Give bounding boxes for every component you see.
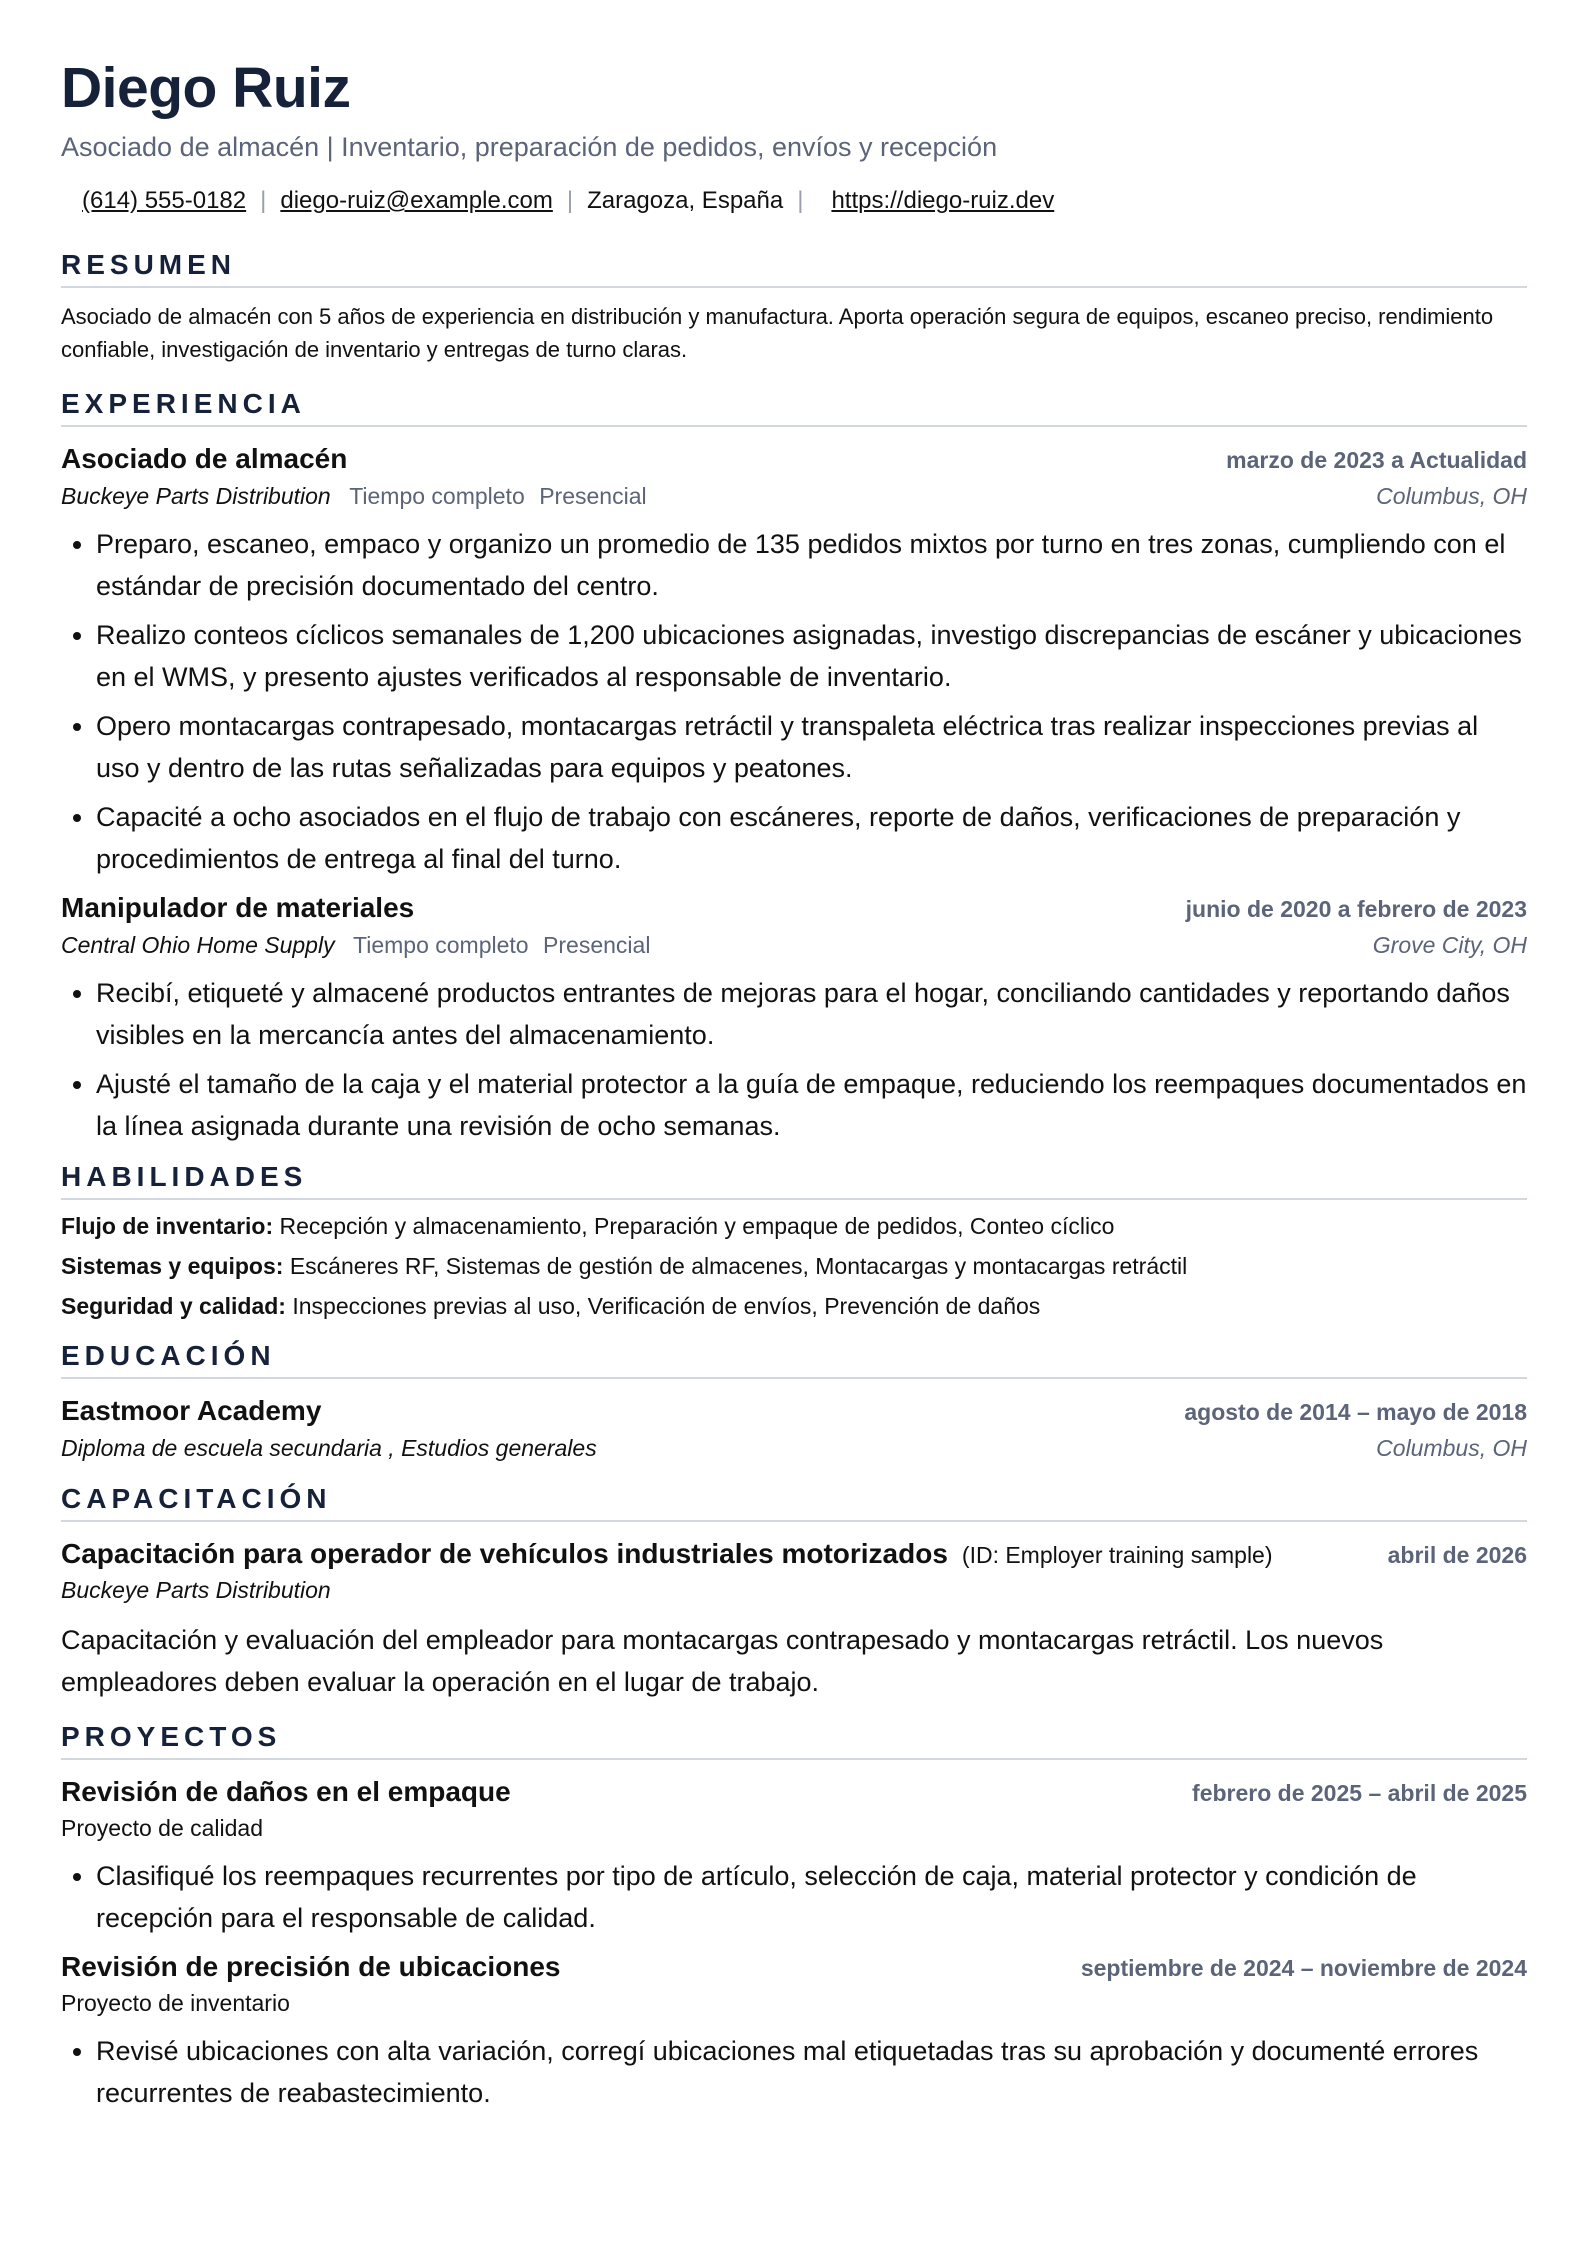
project-bullets <box>61 1855 1527 1939</box>
project-bullets <box>61 2030 1527 2114</box>
projects-heading: PROYECTOS <box>61 1721 1527 1760</box>
training-provider: Buckeye Parts Distribution <box>61 1577 331 1603</box>
skill-group <box>61 1206 1527 1246</box>
project-name: Revisión de precisión de ubicaciones <box>61 1951 561 1982</box>
education-entry <box>61 1393 1527 1465</box>
contact-separator: | <box>797 187 804 214</box>
list-item: • Clasifiqué los reempaques recurrentes por tipo de artículo, selección de caja, material protector y condición de recepción para el responsable de calidad. <box>96 1855 1527 1939</box>
project-category: Proyecto de inventario <box>61 1990 290 2016</box>
job-location: Columbus, OH <box>1376 483 1527 509</box>
contact-separator: | <box>566 187 574 214</box>
education-location: Columbus, OH <box>1376 1435 1527 1461</box>
job-entry <box>61 441 1527 880</box>
list-item: • Recibí, etiqueté y almacené productos entrantes de mejoras para el hogar, conciliando cantidades y reportando daños visibles en la mercancía antes del almacenamiento. <box>96 972 1527 1056</box>
skill-label: Flujo de inventario: <box>61 1213 274 1239</box>
list-item: • Preparo, escaneo, empaco y organizo un promedio de 135 pedidos mixtos por turno en tres zonas, cumpliendo con el estándar de precisión documentado del centro. <box>96 523 1527 607</box>
training-entry <box>61 1536 1527 1703</box>
list-item: • Ajusté el tamaño de la caja y el material protector a la guía de empaque, reduciendo los reempaques documentados en la línea asignada durante una revisión de ocho semanas. <box>96 1063 1527 1147</box>
skills-heading: HABILIDADES <box>61 1161 1527 1200</box>
training-name: Capacitación para operador de vehículos industriales motorizados <box>61 1538 948 1569</box>
skills-list <box>61 1206 1527 1326</box>
email-link[interactable]: diego-ruiz@example.com <box>280 187 553 214</box>
contact-line <box>82 185 1527 217</box>
education-dates: agosto de 2014 – mayo de 2018 <box>1184 1399 1527 1425</box>
work-mode: Presencial <box>543 932 651 958</box>
skill-group <box>61 1246 1527 1286</box>
project-entry <box>61 1949 1527 2114</box>
candidate-headline: Asociado de almacén | Inventario, preparación de pedidos, envíos y recepción <box>61 132 998 162</box>
project-dates: febrero de 2025 – abril de 2025 <box>1192 1780 1527 1806</box>
website-link[interactable]: https://diego-ruiz.dev <box>831 187 1055 214</box>
project-entry <box>61 1774 1527 1939</box>
skill-items: Recepción y almacenamiento, Preparación y empaque de pedidos, Conteo cíclico <box>279 1213 1115 1239</box>
job-bullets <box>61 523 1527 880</box>
candidate-name: Diego Ruiz <box>61 56 351 120</box>
skill-label: Sistemas y equipos: <box>61 1253 284 1279</box>
job-dates: junio de 2020 a febrero de 2023 <box>1185 896 1527 922</box>
training-date: abril de 2026 <box>1387 1542 1527 1568</box>
education-heading: EDUCACIÓN <box>61 1340 1527 1379</box>
project-dates: septiembre de 2024 – noviembre de 2024 <box>1080 1955 1527 1981</box>
contact-separator: | <box>260 187 267 214</box>
skill-items: Inspecciones previas al uso, Verificación de envíos, Prevención de daños <box>292 1293 1041 1319</box>
job-bullets <box>61 972 1527 1147</box>
job-entry <box>61 890 1527 1147</box>
job-location: Grove City, OH <box>1372 932 1527 958</box>
list-item: • Capacité a ocho asociados en el flujo de trabajo con escáneres, reporte de daños, verificaciones de preparación y procedimientos de entrega al final del turno. <box>96 796 1527 880</box>
project-category: Proyecto de calidad <box>61 1815 264 1841</box>
list-item: • Revisé ubicaciones con alta variación, corregí ubicaciones mal etiquetadas tras su aprobación y documenté errores recurrentes de reabastecimiento. <box>96 2030 1527 2114</box>
skill-label: Seguridad y calidad: <box>61 1293 286 1319</box>
list-item: • Realizo conteos cíclicos semanales de 1,200 ubicaciones asignadas, investigo discrepancias de escáner y ubicaciones en el WMS, y presento ajustes verificados al responsable de inventario. <box>96 614 1527 698</box>
phone-link[interactable]: (614) 555-0182 <box>82 187 247 214</box>
job-title: Asociado de almacén <box>61 443 348 474</box>
training-description: Capacitación y evaluación del empleador para montacargas contrapesado y montacargas retráctil. Los nuevos empleadores deben evaluar la operación en el lugar de trabajo. <box>61 1625 1384 1697</box>
company-name: Buckeye Parts Distribution <box>61 483 331 509</box>
work-mode: Presencial <box>539 483 647 509</box>
list-item: • Opero montacargas contrapesado, montacargas retráctil y transpaleta eléctrica tras realizar inspecciones previas al uso y dentro de las rutas señalizadas para equipos y peatones. <box>96 705 1527 789</box>
employment-type: Tiempo completo <box>349 483 525 509</box>
school-name: Eastmoor Academy <box>61 1395 322 1426</box>
company-name: Central Ohio Home Supply <box>61 932 335 958</box>
skill-items: Escáneres RF, Sistemas de gestión de almacenes, Montacargas y montacargas retráctil <box>289 1253 1188 1279</box>
job-dates: marzo de 2023 a Actualidad <box>1226 447 1527 473</box>
summary-text: Asociado de almacén con 5 años de experiencia en distribución y manufactura. Aporta operación segura de equipos, escaneo preciso, rendimiento confiable, investigación de inventario y entregas de turno claras. <box>61 304 1494 362</box>
summary-heading: RESUMEN <box>61 249 1527 288</box>
employment-type: Tiempo completo <box>353 932 529 958</box>
training-heading: CAPACITACIÓN <box>61 1483 1527 1522</box>
job-title: Manipulador de materiales <box>61 892 415 923</box>
project-name: Revisión de daños en el empaque <box>61 1776 511 1807</box>
location-text: Zaragoza, España <box>587 187 784 214</box>
skill-group <box>61 1286 1527 1326</box>
experience-heading: EXPERIENCIA <box>61 388 1527 427</box>
degree-text: Diploma de escuela secundaria , Estudios generales <box>61 1435 597 1461</box>
training-id-note: (ID: Employer training sample) <box>961 1542 1273 1568</box>
